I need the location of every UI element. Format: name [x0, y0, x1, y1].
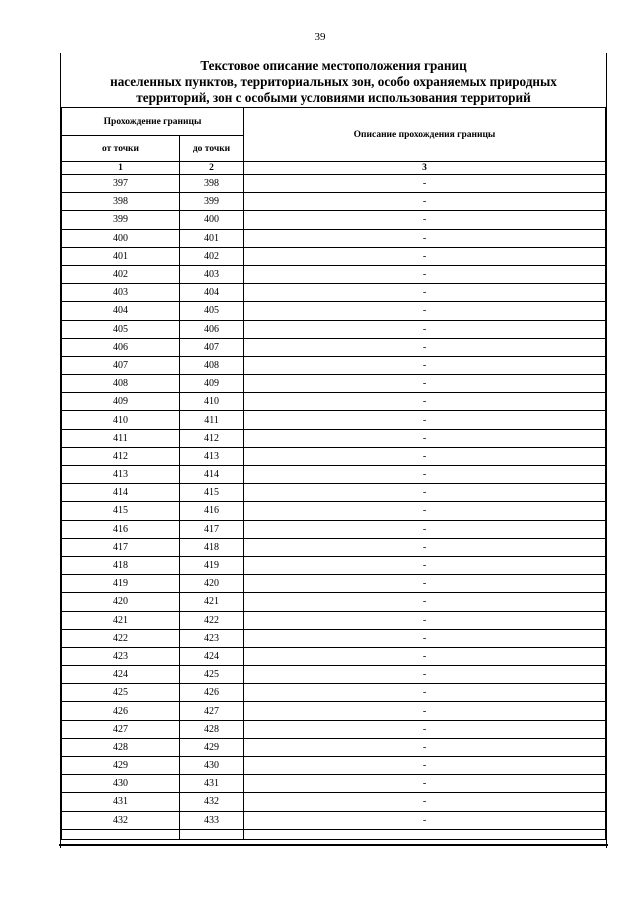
to-point-cell: 401 [180, 229, 244, 247]
table-row [62, 411, 606, 429]
from-point-cell: 406 [62, 338, 180, 356]
description-cell: - [244, 811, 606, 829]
table-row [62, 247, 606, 265]
table-row [62, 429, 606, 447]
from-point-cell: 397 [62, 175, 180, 193]
description-cell: - [244, 284, 606, 302]
description-cell: - [244, 757, 606, 775]
description-cell: - [244, 447, 606, 465]
table-body [62, 175, 606, 830]
to-point-cell: 423 [180, 629, 244, 647]
description-cell: - [244, 593, 606, 611]
description-cell: - [244, 356, 606, 374]
to-point-cell: 431 [180, 775, 244, 793]
table-row [62, 738, 606, 756]
description-cell: - [244, 556, 606, 574]
from-point-cell: 405 [62, 320, 180, 338]
from-point-cell: 404 [62, 302, 180, 320]
header-description: Описание прохождения границы [244, 108, 606, 162]
table-row [62, 757, 606, 775]
to-point-cell: 406 [180, 320, 244, 338]
from-point-cell: 409 [62, 393, 180, 411]
header-from-point: от точки [62, 136, 180, 162]
table-row [62, 775, 606, 793]
table-row [62, 629, 606, 647]
bottom-rule [59, 844, 608, 846]
title-line: территорий, зон с особыми условиями использования территорий [136, 90, 531, 105]
from-point-cell: 423 [62, 647, 180, 665]
from-point-cell: 424 [62, 666, 180, 684]
from-point-cell: 412 [62, 447, 180, 465]
from-point-cell: 403 [62, 284, 180, 302]
column-number: 3 [244, 162, 606, 175]
to-point-cell: 398 [180, 175, 244, 193]
description-cell: - [244, 538, 606, 556]
description-cell: - [244, 502, 606, 520]
table-filler-row [62, 829, 606, 839]
title-line: Текстовое описание местоположения границ [200, 58, 467, 73]
table-row [62, 320, 606, 338]
from-point-cell: 430 [62, 775, 180, 793]
header-to-point: до точки [180, 136, 244, 162]
table-row [62, 556, 606, 574]
from-point-cell: 410 [62, 411, 180, 429]
description-cell: - [244, 611, 606, 629]
to-point-cell: 414 [180, 466, 244, 484]
to-point-cell: 399 [180, 193, 244, 211]
description-cell: - [244, 211, 606, 229]
table-row [62, 811, 606, 829]
to-point-cell: 405 [180, 302, 244, 320]
description-cell: - [244, 520, 606, 538]
column-number: 1 [62, 162, 180, 175]
table-row [62, 393, 606, 411]
table-row [62, 265, 606, 283]
table-row [62, 229, 606, 247]
to-point-cell: 404 [180, 284, 244, 302]
to-point-cell: 420 [180, 575, 244, 593]
from-point-cell: 416 [62, 520, 180, 538]
from-point-cell: 400 [62, 229, 180, 247]
description-cell: - [244, 629, 606, 647]
from-point-cell: 427 [62, 720, 180, 738]
table-row [62, 338, 606, 356]
from-point-cell: 418 [62, 556, 180, 574]
description-cell: - [244, 684, 606, 702]
from-point-cell: 417 [62, 538, 180, 556]
from-point-cell: 411 [62, 429, 180, 447]
description-cell: - [244, 647, 606, 665]
column-number: 2 [180, 162, 244, 175]
description-cell: - [244, 775, 606, 793]
to-point-cell: 428 [180, 720, 244, 738]
to-point-cell: 426 [180, 684, 244, 702]
page-number: 39 [314, 31, 326, 43]
to-point-cell: 432 [180, 793, 244, 811]
table-row [62, 575, 606, 593]
from-point-cell: 399 [62, 211, 180, 229]
to-point-cell: 403 [180, 265, 244, 283]
description-cell: - [244, 375, 606, 393]
from-point-cell: 398 [62, 193, 180, 211]
from-point-cell: 420 [62, 593, 180, 611]
description-cell: - [244, 738, 606, 756]
document-frame [60, 53, 607, 848]
from-point-cell: 429 [62, 757, 180, 775]
table-row [62, 193, 606, 211]
description-cell: - [244, 466, 606, 484]
table-row [62, 302, 606, 320]
table-row [62, 702, 606, 720]
to-point-cell: 430 [180, 757, 244, 775]
to-point-cell: 427 [180, 702, 244, 720]
to-point-cell: 408 [180, 356, 244, 374]
to-point-cell: 417 [180, 520, 244, 538]
to-point-cell: 421 [180, 593, 244, 611]
from-point-cell: 402 [62, 265, 180, 283]
table-row [62, 211, 606, 229]
to-point-cell: 400 [180, 211, 244, 229]
table-row [62, 647, 606, 665]
description-cell: - [244, 393, 606, 411]
to-point-cell: 410 [180, 393, 244, 411]
table-row [62, 793, 606, 811]
table-row [62, 356, 606, 374]
from-point-cell: 425 [62, 684, 180, 702]
description-cell: - [244, 338, 606, 356]
to-point-cell: 402 [180, 247, 244, 265]
description-cell: - [244, 666, 606, 684]
table-row [62, 284, 606, 302]
from-point-cell: 431 [62, 793, 180, 811]
to-point-cell: 411 [180, 411, 244, 429]
to-point-cell: 413 [180, 447, 244, 465]
description-cell: - [244, 429, 606, 447]
description-cell: - [244, 229, 606, 247]
table-row [62, 520, 606, 538]
from-point-cell: 422 [62, 629, 180, 647]
to-point-cell: 415 [180, 484, 244, 502]
description-cell: - [244, 265, 606, 283]
from-point-cell: 413 [62, 466, 180, 484]
table-row [62, 720, 606, 738]
description-cell: - [244, 575, 606, 593]
table-row [62, 611, 606, 629]
description-cell: - [244, 320, 606, 338]
to-point-cell: 418 [180, 538, 244, 556]
table-row [62, 484, 606, 502]
table-row [62, 447, 606, 465]
to-point-cell: 425 [180, 666, 244, 684]
table-row [62, 466, 606, 484]
header-boundary-passage: Прохождение границы [62, 108, 244, 136]
from-point-cell: 401 [62, 247, 180, 265]
to-point-cell: 416 [180, 502, 244, 520]
description-cell: - [244, 793, 606, 811]
table-row [62, 502, 606, 520]
table-row [62, 593, 606, 611]
description-cell: - [244, 484, 606, 502]
to-point-cell: 407 [180, 338, 244, 356]
from-point-cell: 421 [62, 611, 180, 629]
description-cell: - [244, 302, 606, 320]
table-row [62, 538, 606, 556]
table-row [62, 175, 606, 193]
from-point-cell: 414 [62, 484, 180, 502]
description-cell: - [244, 247, 606, 265]
table-row [62, 666, 606, 684]
to-point-cell: 422 [180, 611, 244, 629]
title-line: населенных пунктов, территориальных зон, особо охраняемых природных [110, 74, 557, 89]
from-point-cell: 428 [62, 738, 180, 756]
to-point-cell: 424 [180, 647, 244, 665]
boundary-table [61, 107, 606, 840]
to-point-cell: 419 [180, 556, 244, 574]
document-title [61, 58, 606, 106]
description-cell: - [244, 193, 606, 211]
to-point-cell: 433 [180, 811, 244, 829]
description-cell: - [244, 720, 606, 738]
description-cell: - [244, 175, 606, 193]
to-point-cell: 409 [180, 375, 244, 393]
description-cell: - [244, 411, 606, 429]
to-point-cell: 429 [180, 738, 244, 756]
from-point-cell: 419 [62, 575, 180, 593]
from-point-cell: 415 [62, 502, 180, 520]
table-row [62, 684, 606, 702]
from-point-cell: 426 [62, 702, 180, 720]
from-point-cell: 408 [62, 375, 180, 393]
to-point-cell: 412 [180, 429, 244, 447]
table-row [62, 375, 606, 393]
from-point-cell: 407 [62, 356, 180, 374]
description-cell: - [244, 702, 606, 720]
from-point-cell: 432 [62, 811, 180, 829]
